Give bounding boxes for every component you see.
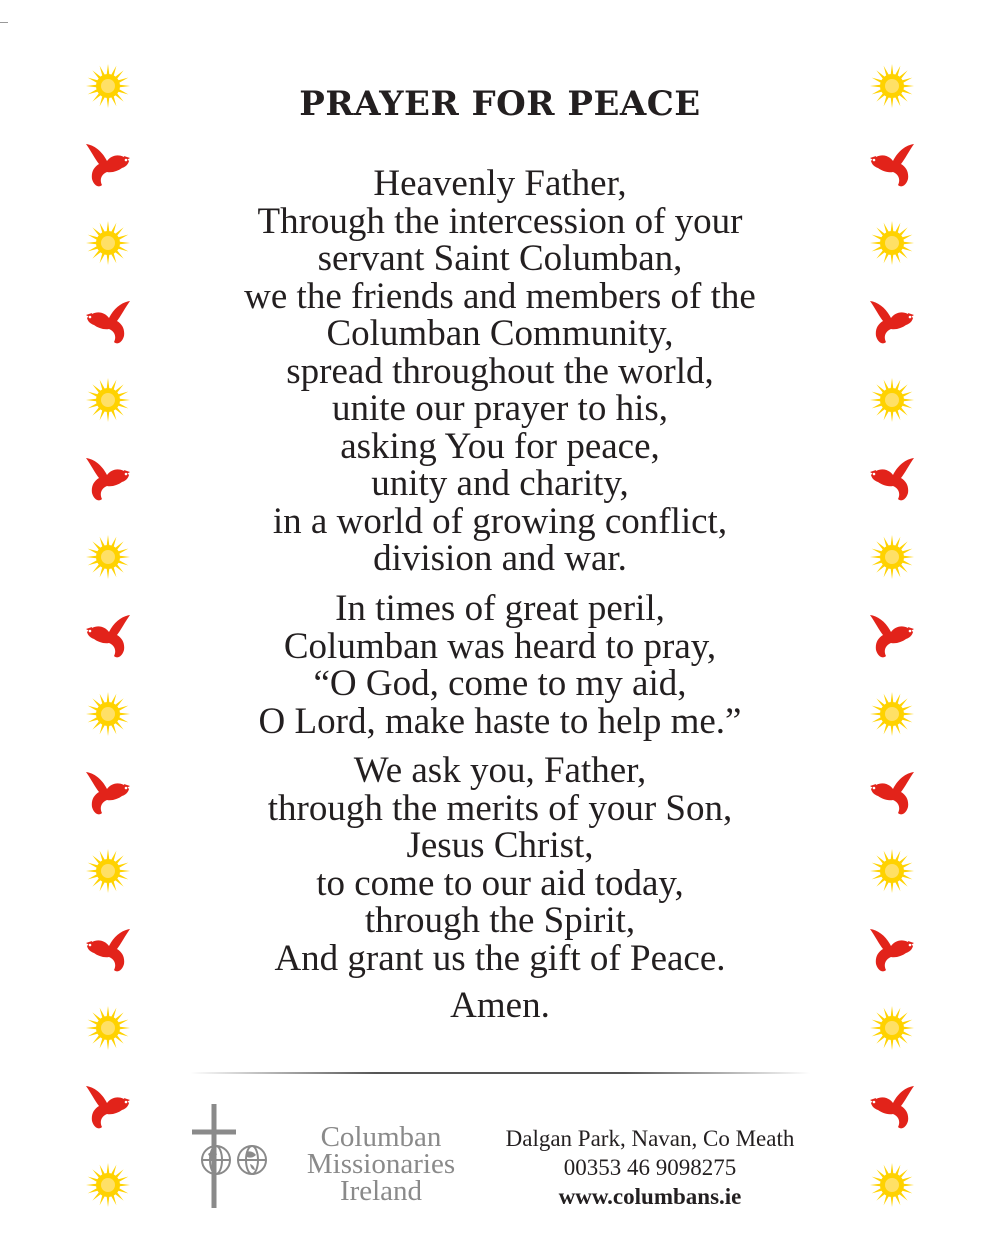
prayer-line: division and war. [373, 538, 627, 579]
prayer-line: In times of great peril, [335, 588, 665, 629]
sun-icon [84, 690, 132, 738]
sun-icon [868, 690, 916, 738]
prayer-line: in a world of growing conflict, [272, 500, 728, 542]
prayer-line: unity and charity, [371, 463, 629, 504]
stanza-3 [160, 752, 840, 977]
prayer-line: “O God, come to my aid, [313, 663, 687, 704]
sun-icon [868, 847, 916, 895]
prayer-line: Through the intercession of your [257, 200, 743, 242]
website-link[interactable]: www.columbans.ie [558, 1184, 742, 1209]
prayer-line: unite our prayer to his, [332, 388, 668, 429]
prayer-title: PRAYER FOR PEACE [299, 84, 701, 124]
columban-logo [186, 1102, 476, 1212]
prayer-line: asking You for peace, [340, 425, 660, 467]
sun-icon [84, 62, 132, 110]
sun-icon [868, 1161, 916, 1209]
sun-icon [84, 847, 132, 895]
sun-icon [868, 219, 916, 267]
sun-icon [84, 376, 132, 424]
sun-icon [868, 1004, 916, 1052]
contact-info [490, 1124, 810, 1211]
dove-icon [868, 926, 916, 974]
left-border [84, 62, 132, 1202]
divider-line [190, 1072, 810, 1074]
right-border [868, 62, 916, 1202]
dove-icon [84, 141, 132, 189]
sun-icon [84, 1161, 132, 1209]
sun-icon [868, 62, 916, 110]
cross-globe-icon [186, 1102, 286, 1212]
prayer-line: Columban was heard to pray, [283, 625, 717, 667]
prayer-line: O Lord, make haste to help me.” [258, 700, 742, 742]
logo-line-2: Missionaries [306, 1148, 456, 1180]
sun-icon [84, 533, 132, 581]
dove-icon [84, 1083, 132, 1131]
stanza-2 [160, 590, 840, 740]
dove-icon [84, 455, 132, 503]
prayer-line: Columban Community, [326, 313, 674, 354]
dove-icon [84, 612, 132, 660]
sun-icon [868, 376, 916, 424]
prayer-line: Heavenly Father, [373, 163, 627, 204]
prayer-line: Jesus Christ, [406, 825, 594, 866]
dove-icon [868, 612, 916, 660]
logo-line-3: Ireland [339, 1175, 423, 1207]
dove-icon [84, 926, 132, 974]
dove-icon [868, 769, 916, 817]
phone-number: 00353 46 9098275 [563, 1155, 737, 1180]
dove-icon [868, 141, 916, 189]
prayer-line: we the friends and members of the [244, 275, 756, 317]
sun-icon [84, 1004, 132, 1052]
sun-icon [868, 533, 916, 581]
prayer-line: servant Saint Columban, [317, 238, 683, 279]
crop-mark [0, 22, 8, 23]
dove-icon [84, 298, 132, 346]
sun-icon [84, 219, 132, 267]
prayer-line: Amen. [450, 985, 550, 1026]
logo-line-1: Columban [320, 1121, 442, 1153]
prayer-line: spread throughout the world, [286, 350, 714, 392]
dove-icon [84, 769, 132, 817]
stanza-1 [160, 165, 840, 578]
prayer-line: And grant us the gift of Peace. [274, 937, 726, 979]
prayer-line: through the Spirit, [364, 900, 636, 941]
dove-icon [868, 298, 916, 346]
dove-icon [868, 1083, 916, 1131]
prayer-line: through the merits of your Son, [267, 787, 733, 829]
prayer-line: to come to our aid today, [316, 862, 684, 904]
address: Dalgan Park, Navan, Co Meath [505, 1126, 795, 1151]
dove-icon [868, 455, 916, 503]
prayer-line: We ask you, Father, [353, 750, 647, 791]
closing-amen [160, 987, 840, 1025]
